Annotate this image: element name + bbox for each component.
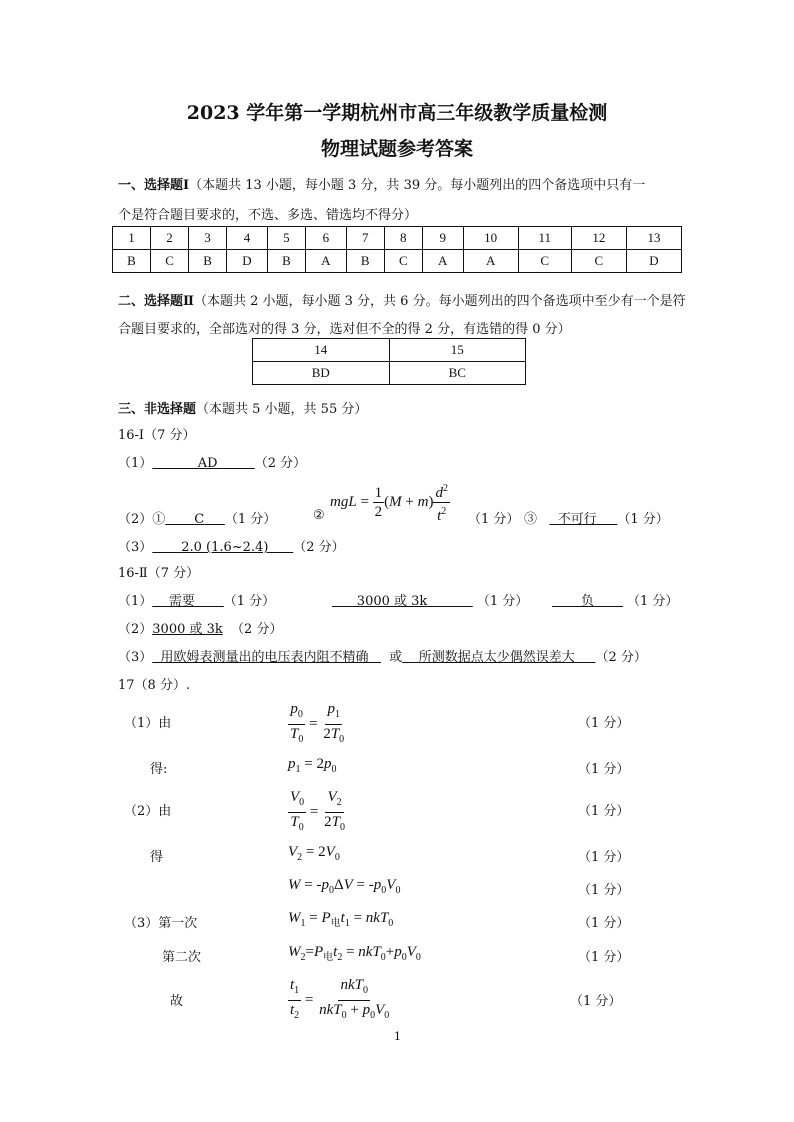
q16-2-part3 [118,646,647,665]
answer-cell: C [151,250,189,273]
score: （1 分） [578,916,630,931]
section1-desc-line1: （本题共 13 小题，每小题 3 分，共 39 分。每小题列出的四个备选项中只有一 [189,178,646,193]
document-title: 2023 学年第一学期杭州市高三年级教学质量检测 [186,102,608,124]
question-number-cell: 1 [113,227,151,250]
question-number-cell: 5 [267,227,305,250]
page-number: 1 [394,1030,401,1043]
answer-cell: B [346,250,384,273]
step-label: （1）由 [124,716,172,731]
q16-2-part1-c [552,590,678,609]
answer-text: 所测数据点太少偶然误差大 [418,650,575,665]
score: （2 分） [293,540,345,555]
section3-header [118,398,367,417]
answer-text: C [194,512,205,527]
section2-heading: 二、选择题Ⅱ [118,294,194,309]
q16-2-part1-b [332,590,528,609]
score: （2 分） [595,650,647,665]
question-number-cell: 7 [346,227,384,250]
answer-cell: A [305,250,346,273]
answer-cell: B [113,250,151,273]
formula-mgL: mgL = $\frac{1}{2}$ (M + m) $\frac{d^2}{t^2}$ [330,480,450,525]
answer-cell: D [626,250,681,273]
q16-2-part1-a [118,590,275,609]
answer-blank [165,512,225,527]
answer-blank [152,456,254,471]
answer-text: 需要 [168,594,195,609]
score: （1 分） [578,883,630,898]
question-number-cell: 8 [384,227,422,250]
score: （1 分） [617,512,669,527]
table-row [253,339,526,362]
answer-cell: A [463,250,518,273]
table-row [253,362,526,385]
circle-two-marker: ② [313,508,325,523]
answer-text: 负 [580,594,594,609]
score: （1 分） [223,594,276,609]
question-number-cell: 4 [227,227,268,250]
answer-text: 2.0 (1.6~2.4) [181,540,269,555]
formula-W1: $W_1 = P_电t_1 = nkT_0$ [288,910,394,929]
circle-three-marker: ③ [524,512,538,527]
question-number-cell: 15 [389,339,526,362]
answer-cell: C [518,250,571,273]
q16-1-part3 [118,536,345,555]
formula-p1: $p_1 = 2p_0$ [288,756,337,775]
score: （1 分） [578,762,630,777]
section2-desc-line2: 合题目要求的，全部选对的得 3 分，选对但不全的得 2 分，有选错的得 0 分） [118,322,571,337]
section2-header [118,290,686,309]
answer-blank [152,650,381,665]
score: （1 分） [578,804,630,819]
formula-p0-over-T0: $\frac{p_0}{T_0}$ = $\frac{p_1}{2T_0}$ [290,701,345,745]
answer-cell: BD [253,362,390,385]
q16-1-part2-line [118,508,276,527]
answer-text: 用欧姆表测量出的电压表内阻不精确 [160,650,369,665]
part-index: （1） [118,456,153,471]
question-number-cell: 2 [151,227,189,250]
score: （1 分） [468,512,520,527]
question-number-cell: 10 [463,227,518,250]
answer-cell: B [267,250,305,273]
score: （1 分） [476,594,529,609]
part-index: （3） [118,650,153,665]
answer-cell: BC [389,362,526,385]
q16-1-part2-third [524,508,669,527]
part-index: （2）① [118,512,166,527]
answer-text: 3000 或 3k [152,622,223,637]
step-label: 故 [170,994,184,1009]
answer-cell: B [189,250,227,273]
table-row [113,227,682,250]
q16-1-label: 16-Ⅰ（7 分） [118,428,196,443]
score: （1 分） [578,716,630,731]
section2-desc-line1: （本题共 2 小题，每小题 3 分，共 6 分。每小题列出的四个备选项中至少有一个是符 [193,294,686,309]
section1-header [118,174,645,193]
q16-2-part2 [118,618,282,637]
answer-blank [152,540,293,555]
answer-text: 不可行 [557,512,597,527]
question-number-cell: 14 [253,339,390,362]
step-label: 得: [150,762,168,777]
step-label: （2）由 [124,804,172,819]
or-text: 或 [389,650,403,665]
section2-answer-table [252,338,526,385]
section3-heading: 三、非选择题 [118,402,197,417]
section3-desc: （本题共 5 小题，共 55 分） [196,402,368,417]
answer-text: AD [197,456,218,471]
score: （1 分） [578,850,630,865]
question-number-cell: 11 [518,227,571,250]
section1-answer-table [112,226,682,273]
answer-blank [549,512,617,527]
answer-cell: A [422,250,463,273]
score: （1 分） [570,994,622,1009]
answer-cell: C [571,250,626,273]
answer-cell: D [227,250,268,273]
part-index: （2） [118,622,153,637]
score: （1 分） [224,512,277,527]
formula-W2: $W_2=P_电t_2 = nkT_0+p_0V_0$ [288,944,421,963]
answer-blank [552,594,623,609]
answer-blank [402,650,595,665]
answer-blank [152,594,223,609]
section1-heading: 一、选择题Ⅰ [118,178,190,193]
step-label: 第二次 [162,950,202,965]
answer-cell: C [384,250,422,273]
q16-2-label: 16-Ⅱ（7 分） [118,566,200,581]
q16-1-part1 [118,452,306,471]
formula-V0-over-T0: $\frac{V_0}{T_0}$ = $\frac{V_2}{2T_0}$ [290,789,345,833]
table-row [113,250,682,273]
answer-blank [332,594,473,609]
score: （2 分） [231,622,283,637]
score: （1 分） [578,950,630,965]
formula-t1-over-t2: $\frac{t_1}{t_2}$ = $\frac{nkT_0}{nkT_0 + p_0V_0}$ [290,977,390,1021]
step-label: 得 [150,850,164,865]
part-index: （3） [118,540,153,555]
document-subtitle: 物理试题参考答案 [320,138,473,160]
question-number-cell: 9 [422,227,463,250]
q17-label: 17（8 分）. [118,678,191,693]
answer-text: 3000 或 3k [356,594,428,609]
step-label: （3）第一次 [124,916,198,931]
question-number-cell: 3 [189,227,227,250]
formula-V2: $V_2 = 2V_0$ [288,844,340,863]
part-index: （1） [118,594,153,609]
score: （2 分） [254,456,307,471]
formula-W: $W = -p_0\Delta V = -p_0V_0$ [288,877,401,896]
score: （1 分） [627,594,679,609]
question-number-cell: 6 [305,227,346,250]
section1-desc-line2: 个是符合题目要求的，不选、多选、错选均不得分） [118,208,418,223]
question-number-cell: 13 [626,227,681,250]
question-number-cell: 12 [571,227,626,250]
